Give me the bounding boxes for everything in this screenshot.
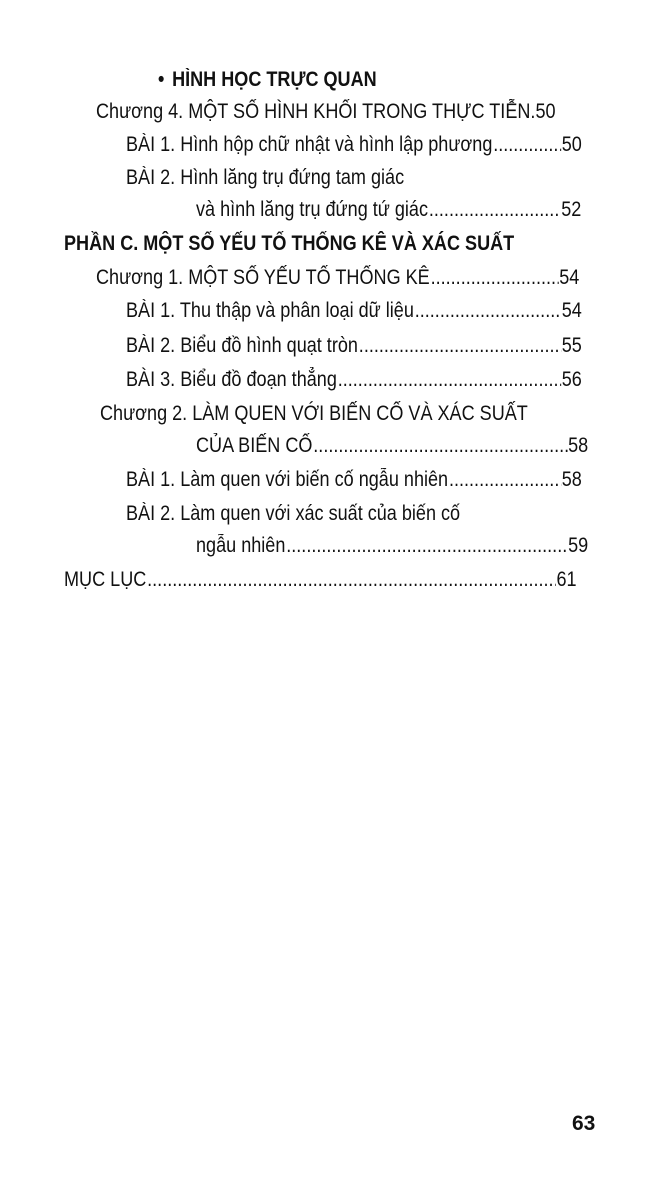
- dot-leader: [431, 264, 559, 292]
- toc-entry-title: BÀI 2. Hình lăng trụ đứng tam giác: [126, 166, 405, 189]
- dot-leader: [429, 196, 560, 224]
- dot-leader: [286, 532, 567, 560]
- toc-page-number: 59: [568, 534, 589, 557]
- toc-entry-geometry-chapter-4[interactable]: [96, 98, 583, 126]
- toc-entry-title: Chương 2. LÀM QUEN VỚI BIẾN CỐ VÀ XÁC SUẤT: [100, 402, 528, 425]
- dot-leader: [313, 432, 567, 460]
- toc-page-number: 55: [561, 334, 582, 357]
- toc-entry-title: BÀI 1. Làm quen với biến cố ngẫu nhiên: [126, 468, 449, 491]
- toc-entry-prob-chapter-2-line-1[interactable]: [100, 400, 582, 428]
- toc-entry-title-continued: và hình lăng trụ đứng tứ giác: [196, 198, 429, 221]
- dot-leader: [415, 297, 561, 325]
- part-heading-c: [64, 230, 580, 258]
- toc-page-number: 58: [568, 434, 589, 457]
- toc-page-number: 54: [561, 299, 582, 322]
- dot-leader: [359, 332, 561, 360]
- toc-entry-geometry-lesson-2-line-1[interactable]: [126, 164, 582, 192]
- toc-entry-title: Chương 1. MỘT SỐ YẾU TỐ THỐNG KÊ: [96, 266, 430, 289]
- toc-entry-geometry-lesson-2-line-2[interactable]: [196, 196, 581, 224]
- toc-entry-title: BÀI 1. Hình hộp chữ nhật và hình lập phương: [126, 133, 493, 156]
- toc-entry-title: BÀI 2. Làm quen với xác suất của biến cố: [126, 502, 461, 525]
- toc-page-number: 56: [561, 368, 582, 391]
- toc-page-number: 61: [556, 568, 577, 591]
- toc-entry-prob-chapter-2-line-2[interactable]: [196, 432, 588, 460]
- toc-entry-title: Chương 4. MỘT SỐ HÌNH KHỐI TRONG THỰC TIỄN: [96, 100, 531, 123]
- toc-entry-prob-lesson-2-line-2[interactable]: [196, 532, 588, 560]
- toc-entry-title: BÀI 1. Thu thập và phân loại dữ liệu: [126, 299, 414, 322]
- toc-entry-title: MỤC LỤC: [64, 568, 147, 591]
- dot-leader: [449, 466, 561, 494]
- toc-entry-prob-lesson-2-line-1[interactable]: [126, 500, 582, 528]
- toc-entry-stats-chapter-1[interactable]: [96, 264, 579, 292]
- toc-page-number: .50: [530, 100, 556, 123]
- section-title: HÌNH HỌC TRỰC QUAN: [172, 68, 377, 91]
- dot-leader: [493, 131, 561, 159]
- toc-entry-geometry-lesson-1[interactable]: [126, 131, 582, 159]
- page-number: 63: [572, 1112, 596, 1135]
- toc-page-number: 52: [561, 198, 582, 221]
- bullet-icon: •: [158, 68, 165, 91]
- dot-leader: [147, 566, 555, 594]
- toc-entry-contents[interactable]: [64, 566, 577, 594]
- toc-entry-title-continued: ngẫu nhiên: [196, 534, 286, 557]
- toc-entry-title: BÀI 3. Biểu đồ đoạn thẳng: [126, 368, 337, 391]
- toc-page-number: 58: [561, 468, 582, 491]
- toc-entry-title-continued: CỦA BIẾN CỐ: [196, 434, 313, 457]
- toc-entry-stats-lesson-1[interactable]: [126, 297, 582, 325]
- part-title: PHẦN C. MỘT SỐ YẾU TỐ THỐNG KÊ VÀ XÁC SUẤT: [64, 232, 515, 255]
- toc-entry-stats-lesson-2[interactable]: [126, 332, 582, 360]
- toc-entry-stats-lesson-3[interactable]: [126, 366, 582, 394]
- toc-entry-prob-lesson-1[interactable]: [126, 466, 582, 494]
- section-heading-geometry: [158, 66, 377, 94]
- dot-leader: [338, 366, 561, 394]
- toc-entry-title: BÀI 2. Biểu đồ hình quạt tròn: [126, 334, 358, 357]
- toc-page-number: 50: [561, 133, 582, 156]
- toc-page-number: 54: [559, 266, 580, 289]
